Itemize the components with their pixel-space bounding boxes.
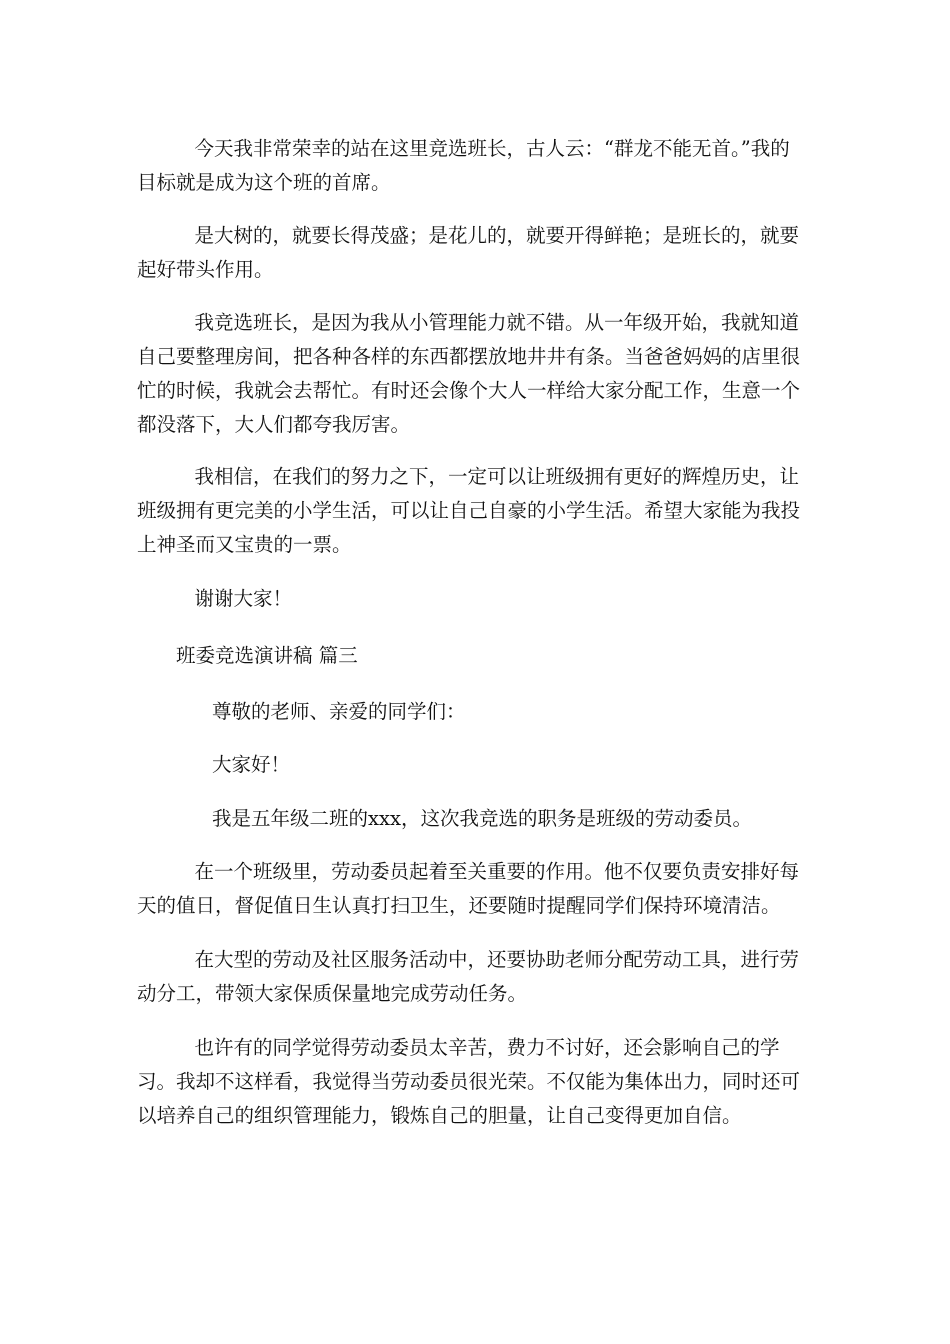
- section-title: 班委竞选演讲稿 篇三: [176, 644, 358, 667]
- salutation: 尊敬的老师、亲爱的同学们：: [212, 700, 466, 723]
- self-introduction: 我是五年级二班的xxx，这次我竞选的职务是班级的劳动委员。: [212, 807, 752, 830]
- paragraph-honor: 也许有的同学觉得劳动委员太辛苦，费力不讨好，还会影响自己的学习。我却不这样看，我觉得当劳动委员很光荣。不仅能为集体出力，同时还可以培养自己的组织管理能力，锻炼自己的胆量，让自己变得更加自信。: [137, 1036, 801, 1127]
- paragraph-management-ability: 我竞选班长，是因为我从小管理能力就不错。从一年级开始，我就知道自己要整理房间，把各种各样的东西都摆放地井井有条。当爸爸妈妈的店里很忙的时候，我就会去帮忙。有时还会像个大人一样给大家分配工作，生意一个都没落下，大人们都夸我厉害。: [137, 311, 801, 436]
- paragraph-activities: 在大型的劳动及社区服务活动中，还要协助老师分配劳动工具，进行劳动分工，带领大家保质保量地完成劳动任务。: [137, 948, 800, 1005]
- paragraph-intro: 今天我非常荣幸的站在这里竞选班长，古人云：“群龙不能无首。”我的目标就是成为这个班的首席。: [137, 137, 790, 194]
- paragraph-belief: 我相信，在我们的努力之下，一定可以让班级拥有更好的辉煌历史，让班级拥有更完美的小学生活，可以让自己自豪的小学生活。希望大家能为我投上神圣而又宝贵的一票。: [137, 465, 801, 556]
- paragraph-thanks: 谢谢大家！: [194, 587, 293, 610]
- paragraph-labor-role: 在一个班级里，劳动委员起着至关重要的作用。他不仅要负责安排好每天的值日，督促值日生认真打扫卫生，还要随时提醒同学们保持环境清洁。: [137, 860, 800, 917]
- paragraph-tree-flower: 是大树的，就要长得茂盛；是花儿的，就要开得鲜艳；是班长的，就要起好带头作用。: [137, 224, 800, 281]
- greeting: 大家好！: [212, 753, 291, 776]
